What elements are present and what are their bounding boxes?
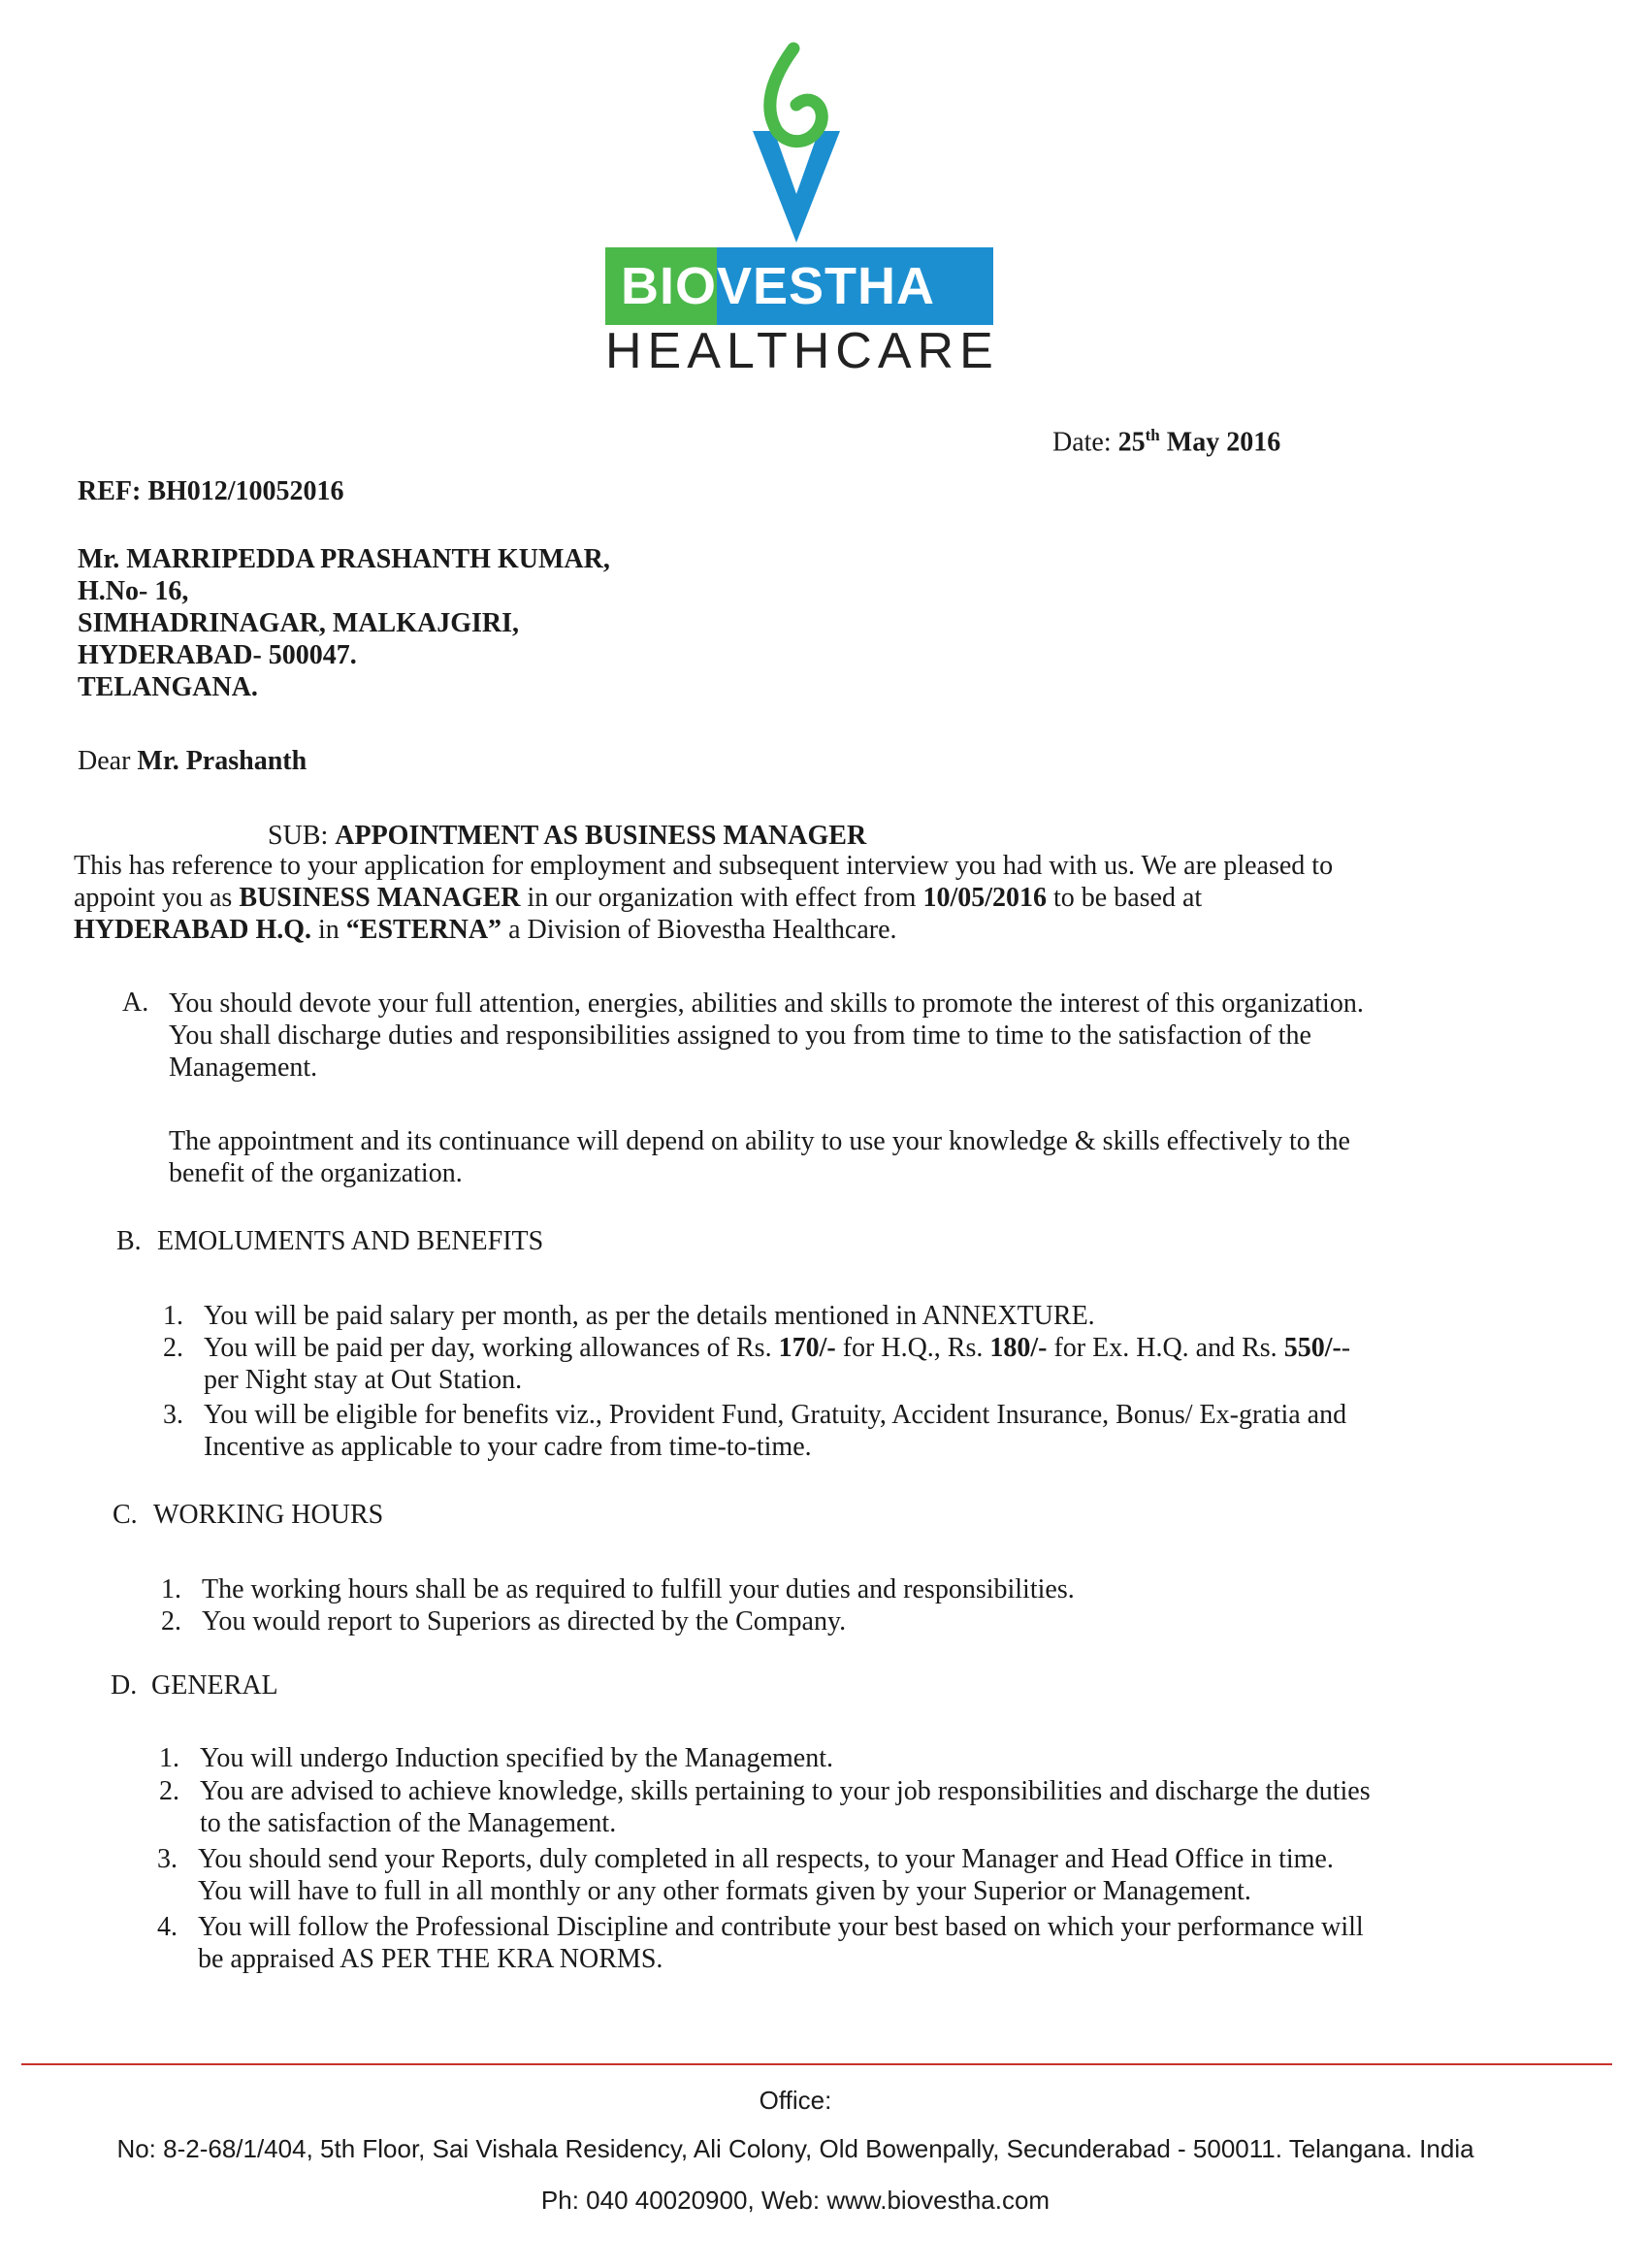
section-title: WORKING HOURS bbox=[153, 1500, 384, 1530]
effective-date: 10/05/2016 bbox=[922, 883, 1048, 913]
headquarters: HYDERABAD H.Q. bbox=[74, 915, 312, 945]
text-run: to be based at bbox=[1047, 883, 1203, 913]
item-text: for H.Q., Rs. bbox=[835, 1333, 990, 1363]
item-text: for Ex. H.Q. and Rs. bbox=[1047, 1333, 1284, 1363]
list-item bbox=[159, 1775, 1371, 1839]
address-line: H.No- 16, bbox=[78, 576, 189, 606]
salutation bbox=[78, 745, 307, 778]
date-suffix: th bbox=[1145, 426, 1160, 444]
designation: BUSINESS MANAGER bbox=[239, 883, 521, 913]
item-text: - bbox=[1341, 1333, 1351, 1363]
hq-allowance: 170/- bbox=[778, 1333, 836, 1363]
item-text: You should send your Reports, duly completed in all respects, to your Manager and Head Office in time. bbox=[198, 1844, 1334, 1874]
paragraph-line: The appointment and its continuance will depend on ability to use your knowledge & skills effectively to the bbox=[169, 1126, 1350, 1156]
item-text: to the satisfaction of the Management. bbox=[200, 1808, 617, 1838]
date-day: 25 bbox=[1117, 427, 1146, 458]
list-item bbox=[157, 1843, 1334, 1907]
section-marker: B. bbox=[116, 1226, 142, 1256]
section-a-marker: A. bbox=[122, 988, 149, 1018]
list-item bbox=[163, 1399, 1346, 1463]
item-text: You will be paid salary per month, as per the details mentioned in ANNEXTURE. bbox=[204, 1301, 1095, 1331]
item-number: 2. bbox=[163, 1333, 183, 1363]
item-text: You will undergo Induction specified by the Management. bbox=[200, 1743, 833, 1773]
outstation-allowance: 550/- bbox=[1283, 1333, 1342, 1363]
text-run: a Division of Biovestha Healthcare. bbox=[501, 915, 897, 945]
intro-paragraph bbox=[74, 850, 1333, 946]
intro-line: This has reference to your application for employment and subsequent interview you had with us. We are pleased to bbox=[74, 851, 1334, 881]
list-item bbox=[159, 1742, 833, 1774]
item-text: You will follow the Professional Discipline and contribute your best based on which your performance will bbox=[198, 1912, 1364, 1942]
list-item bbox=[161, 1605, 846, 1637]
logo-mark-icon bbox=[733, 39, 859, 247]
recipient-address bbox=[78, 543, 610, 703]
date-month-year: May 2016 bbox=[1159, 427, 1281, 458]
item-number: 2. bbox=[159, 1776, 179, 1806]
address-line: Mr. MARRIPEDDA PRASHANTH KUMAR, bbox=[78, 544, 610, 574]
logo-wordmark bbox=[605, 247, 993, 325]
paragraph-line: You should devote your full attention, energies, abilities and skills to promote the interest of this organization. bbox=[169, 988, 1364, 1019]
item-text: be appraised AS PER THE KRA NORMS. bbox=[198, 1944, 663, 1974]
item-text: per Night stay at Out Station. bbox=[204, 1365, 523, 1395]
address-line: SIMHADRINAGAR, MALKAJGIRI, bbox=[78, 608, 520, 638]
item-text: The working hours shall be as required to fulfill your duties and responsibilities. bbox=[202, 1574, 1075, 1604]
item-text: You would report to Superiors as directed by the Company. bbox=[202, 1606, 847, 1636]
address-line: HYDERABAD- 500047. bbox=[78, 640, 357, 670]
item-number: 3. bbox=[157, 1844, 178, 1874]
address-line: TELANGANA. bbox=[78, 672, 258, 702]
section-title: GENERAL bbox=[151, 1670, 278, 1701]
list-item bbox=[157, 1911, 1364, 1975]
item-text: You will have to full in all monthly or any other formats given by your Superior or Management. bbox=[198, 1876, 1251, 1906]
footer-contact: Ph: 040 40020900, Web: www.biovestha.com bbox=[540, 2186, 1051, 2215]
logo-word-bio: BIO bbox=[605, 247, 717, 325]
intro-line bbox=[74, 882, 1333, 914]
section-title: EMOLUMENTS AND BENEFITS bbox=[157, 1226, 544, 1256]
ex-hq-allowance: 180/- bbox=[989, 1333, 1048, 1363]
item-number: 1. bbox=[159, 1743, 179, 1773]
section-a-paragraph-2 bbox=[169, 1125, 1350, 1189]
section-b-heading bbox=[116, 1226, 543, 1257]
item-number: 1. bbox=[163, 1301, 183, 1331]
reference-number: REF: BH012/10052016 bbox=[78, 476, 344, 506]
salutation-name: Mr. Prashanth bbox=[137, 746, 307, 776]
item-number: 4. bbox=[157, 1912, 178, 1942]
list-item bbox=[163, 1332, 1350, 1396]
list-item bbox=[163, 1300, 1095, 1332]
section-marker: C. bbox=[113, 1500, 138, 1530]
logo-word-vestha: VESTHA bbox=[717, 247, 993, 325]
item-number: 3. bbox=[163, 1400, 183, 1430]
item-text: Incentive as applicable to your cadre from time-to-time. bbox=[204, 1432, 812, 1462]
intro-line bbox=[74, 914, 1333, 946]
footer-office-label: Office: bbox=[759, 2086, 832, 2115]
section-d-heading bbox=[111, 1670, 278, 1701]
company-logo bbox=[605, 39, 999, 388]
letter-date bbox=[1052, 419, 1280, 459]
subject-label: SUB: bbox=[268, 821, 336, 851]
logo-tagline: HEALTHCARE bbox=[605, 323, 999, 379]
text-run: appoint you as bbox=[74, 883, 240, 913]
footer-office-address: No: 8-2-68/1/404, 5th Floor, Sai Vishala Residency, Ali Colony, Old Bowenpally, Secunderabad - 500011. Telangana. India bbox=[116, 2134, 1474, 2163]
item-text: You will be paid per day, working allowances of Rs. bbox=[204, 1333, 779, 1363]
section-a-paragraph-1 bbox=[169, 988, 1364, 1084]
subject-text: APPOINTMENT AS BUSINESS MANAGER bbox=[335, 821, 867, 851]
division-name: “ESTERNA” bbox=[345, 915, 502, 945]
section-c-heading bbox=[113, 1500, 383, 1531]
item-number: 1. bbox=[161, 1574, 181, 1604]
date-label: Date: bbox=[1052, 427, 1118, 458]
footer-divider bbox=[21, 2063, 1612, 2065]
text-run: in bbox=[311, 915, 346, 945]
subject-line bbox=[268, 820, 866, 853]
salutation-prefix: Dear bbox=[78, 746, 138, 776]
paragraph-line: You shall discharge duties and responsibilities assigned to you from time to time to the satisfaction of the bbox=[169, 1021, 1311, 1051]
text-run: in our organization with effect from bbox=[520, 883, 923, 913]
item-number: 2. bbox=[161, 1606, 181, 1636]
section-marker: D. bbox=[111, 1670, 138, 1701]
item-text: You will be eligible for benefits viz., Provident Fund, Gratuity, Accident Insurance, Bonus/ Ex-gratia and bbox=[204, 1400, 1347, 1430]
item-text: You are advised to achieve knowledge, skills pertaining to your job responsibilities and discharge the duties bbox=[200, 1776, 1371, 1806]
paragraph-line: benefit of the organization. bbox=[169, 1158, 463, 1188]
paragraph-line: Management. bbox=[169, 1053, 318, 1083]
list-item bbox=[161, 1573, 1075, 1605]
